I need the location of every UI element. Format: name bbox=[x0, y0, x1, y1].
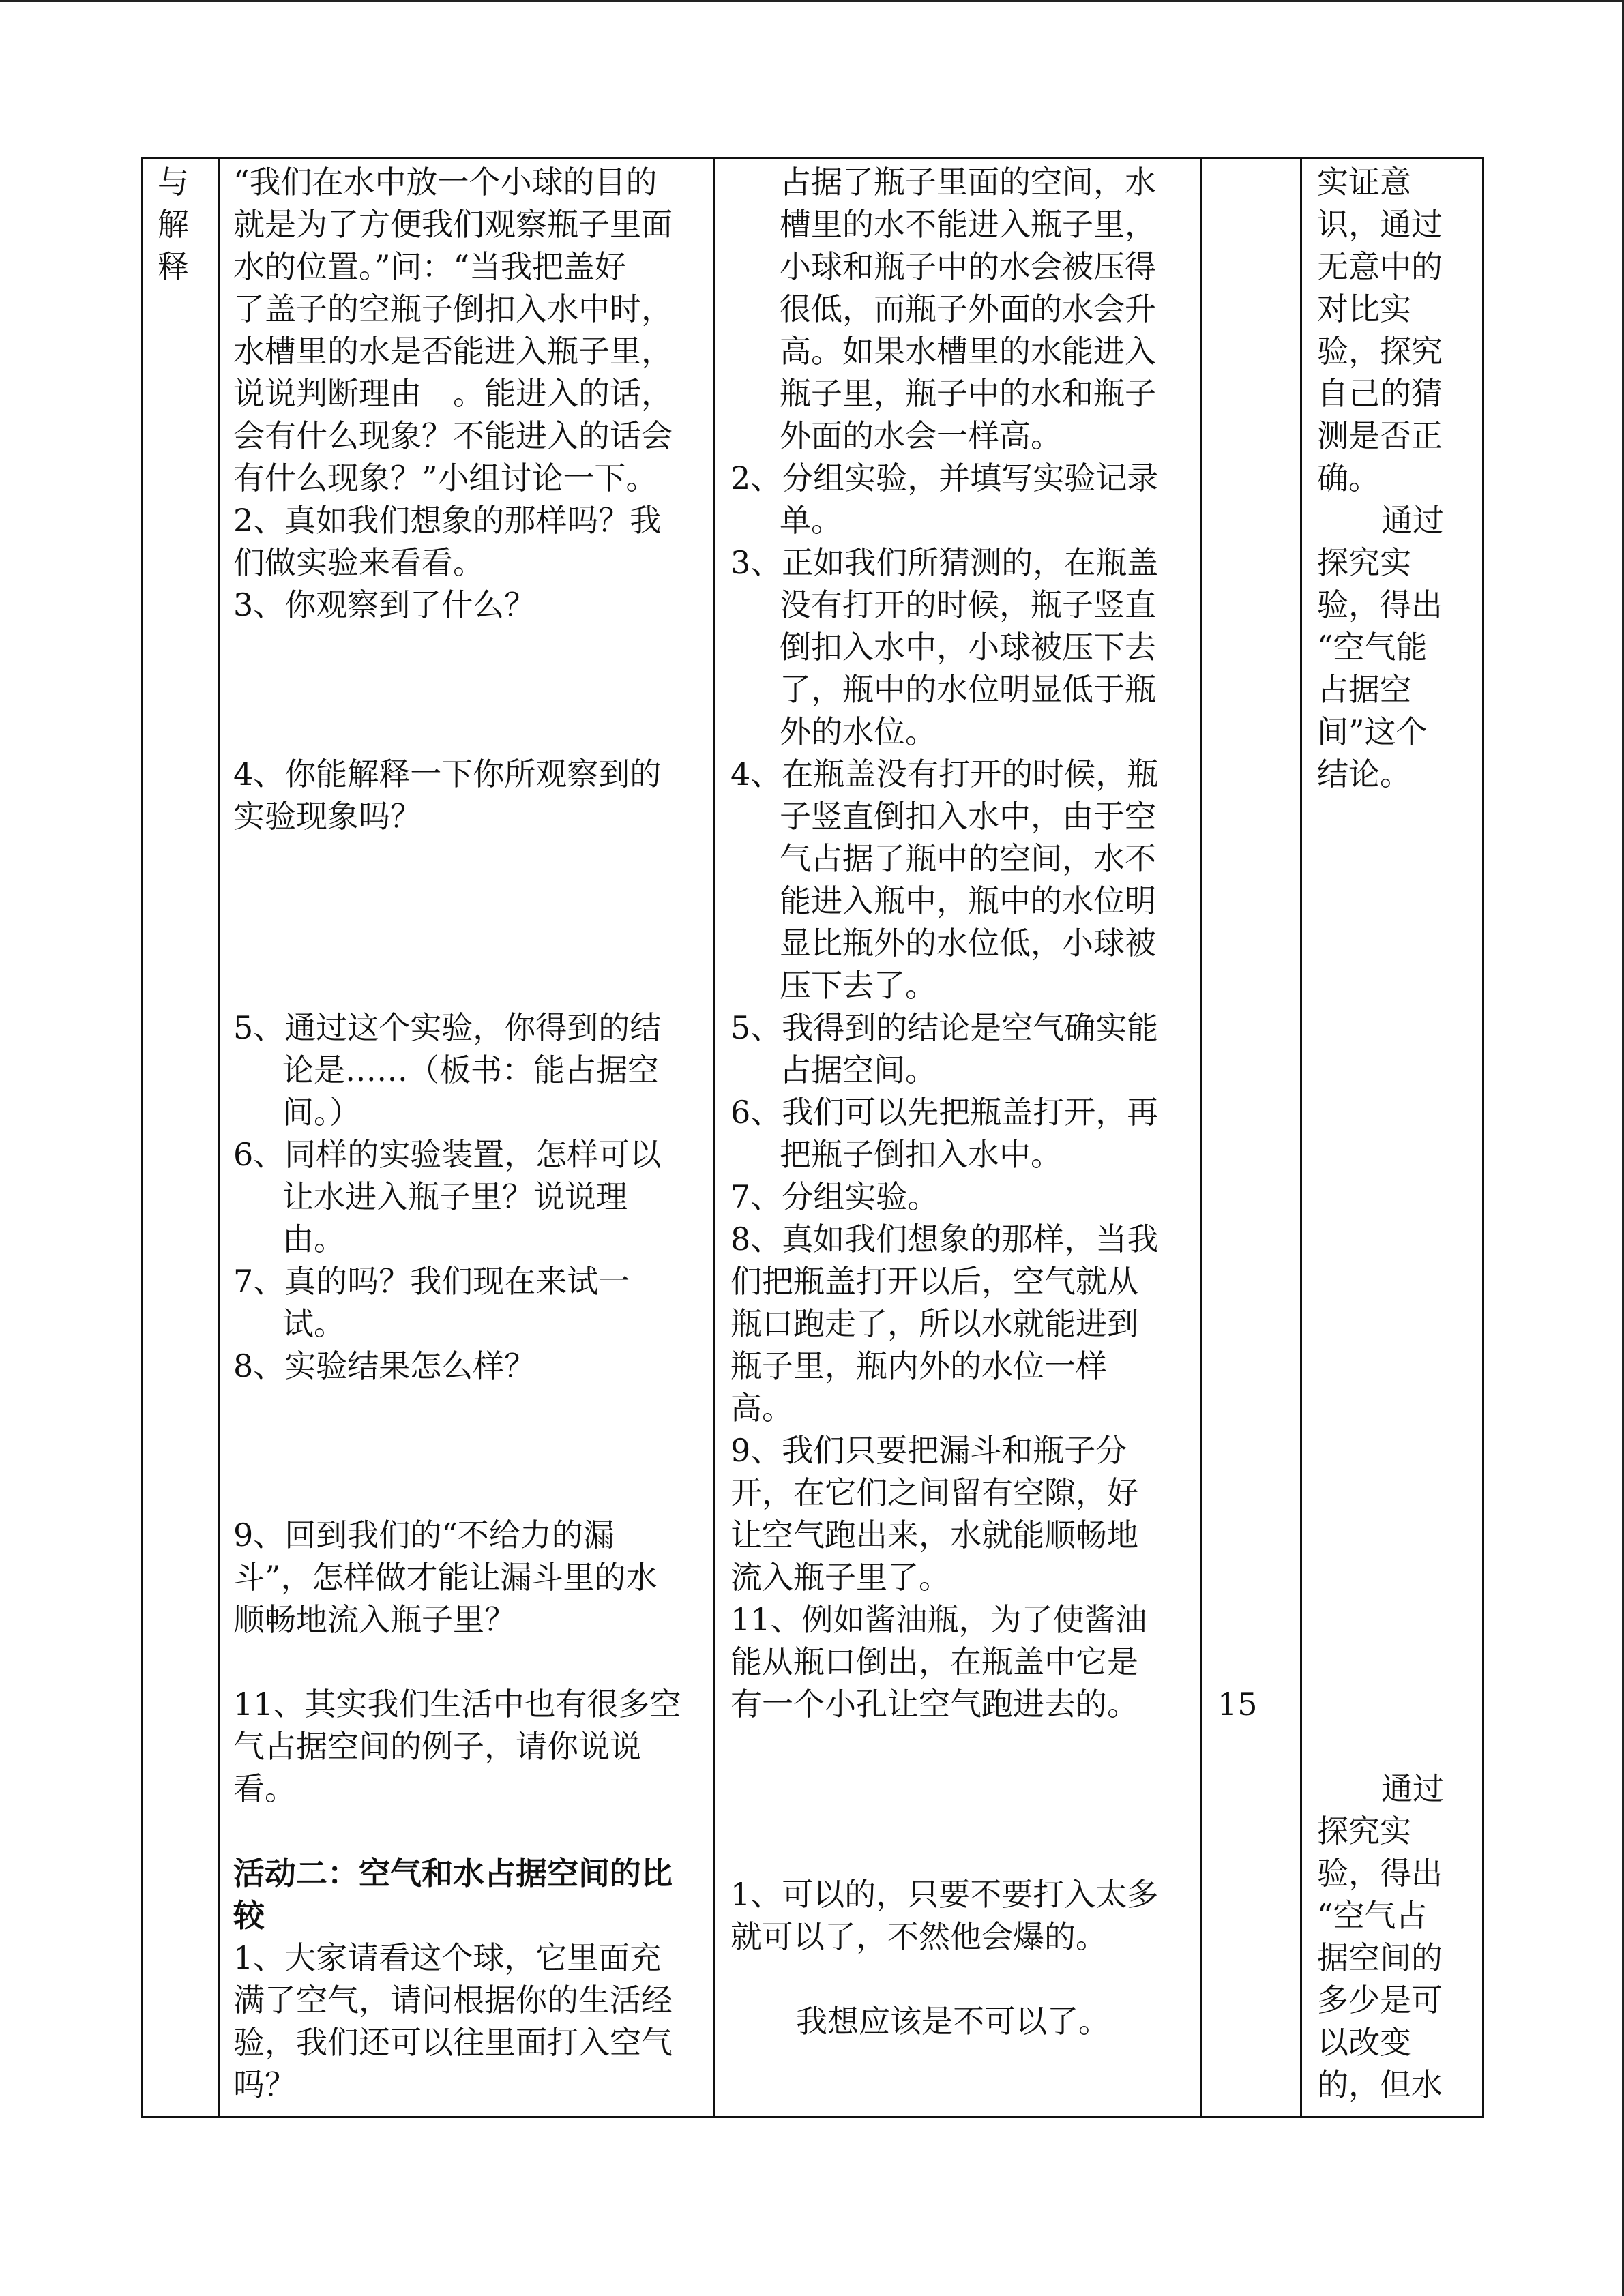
section-label-line: 释 bbox=[158, 248, 189, 285]
student-text-line: 外的水位。 bbox=[780, 713, 936, 750]
student-text-line: 没有打开的时候，瓶子竖直 bbox=[780, 586, 1156, 623]
teacher-text-line: 7、真的吗？我们现在来试一 bbox=[233, 1263, 630, 1300]
teacher-text-line: 顺畅地流入瓶子里？ bbox=[233, 1601, 516, 1638]
intent-text-line: 确。 bbox=[1317, 460, 1380, 496]
intent-text-line: 自己的猜 bbox=[1317, 375, 1443, 412]
teacher-text-line: 间。） bbox=[282, 1094, 361, 1131]
intent-text-line: “空气能 bbox=[1317, 629, 1428, 666]
intent-text-line: 通过 bbox=[1381, 1770, 1444, 1807]
student-text-line: 就可以了，不然他会爆的。 bbox=[730, 1918, 1107, 1955]
student-text-line: 了，瓶中的水位明显低于瓶 bbox=[780, 671, 1156, 708]
teacher-text-line: 论是……（板书：能占据空 bbox=[282, 1052, 659, 1088]
section-label-line: 解 bbox=[158, 206, 189, 243]
table-column-student bbox=[713, 159, 1200, 2116]
teacher-text-line: 1、大家请看这个球，它里面充 bbox=[233, 1939, 662, 1976]
intent-text-line: 的，但水 bbox=[1317, 2066, 1443, 2103]
student-text-line: 2、分组实验，并填写实验记录 bbox=[730, 460, 1159, 496]
teacher-text-line: 4、你能解释一下你所观察到的 bbox=[233, 756, 662, 792]
teacher-text-line: 试。 bbox=[282, 1305, 345, 1342]
student-text-line: 单。 bbox=[780, 502, 842, 539]
activity-two-heading: 活动二：空气和水占据空间的比 bbox=[233, 1855, 673, 1892]
teacher-text-line: 斗”，怎样做才能让漏斗里的水 bbox=[233, 1559, 658, 1596]
intent-text-line: 探究实 bbox=[1317, 544, 1411, 581]
teacher-text-line: 水槽里的水是否能进入瓶子里， bbox=[233, 333, 673, 370]
student-text-line: 7、分组实验。 bbox=[730, 1178, 939, 1215]
intent-text-line: 探究实 bbox=[1317, 1813, 1411, 1849]
student-text-line: 高。 bbox=[730, 1390, 793, 1427]
table-right-border bbox=[1482, 157, 1484, 2118]
student-text-line: 4、在瓶盖没有打开的时候，瓶 bbox=[730, 756, 1159, 792]
intent-text-line: 间”这个 bbox=[1317, 713, 1428, 750]
teacher-text-line: 们做实验来看看。 bbox=[233, 544, 484, 581]
student-text-line: 占据了瓶子里面的空间，水 bbox=[780, 164, 1156, 200]
teacher-text-line: 满了空气，请问根据你的生活经 bbox=[233, 1982, 673, 2018]
student-text-line: 能从瓶口倒出，在瓶盖中它是 bbox=[730, 1643, 1138, 1680]
intent-text-line: 无意中的 bbox=[1317, 248, 1443, 285]
table-column-section bbox=[141, 159, 218, 2116]
student-text-line: 能进入瓶中，瓶中的水位明 bbox=[780, 882, 1156, 919]
student-text-line: 8、真如我们想象的那样，当我 bbox=[730, 1221, 1159, 1257]
student-text-line: 有一个小孔让空气跑进去的。 bbox=[730, 1686, 1138, 1723]
intent-text-line: 多少是可 bbox=[1317, 1982, 1443, 2018]
teacher-text-line: 水的位置。”问：“当我把盖好 bbox=[233, 248, 627, 285]
teacher-text-line: 说说判断理由 。能进入的话， bbox=[233, 375, 673, 412]
student-text-line: 1、可以的，只要不要打入太多 bbox=[730, 1876, 1159, 1913]
intent-text-line: 识，通过 bbox=[1317, 206, 1443, 243]
table-column-intent bbox=[1300, 159, 1482, 2116]
intent-text-line: 验，得出 bbox=[1317, 1855, 1443, 1892]
intent-text-line: 占据空 bbox=[1317, 671, 1411, 708]
student-text-line: 压下去了。 bbox=[780, 967, 936, 1004]
student-text-line: 6、我们可以先把瓶盖打开，再 bbox=[730, 1094, 1159, 1131]
activity-two-heading: 较 bbox=[233, 1897, 265, 1934]
student-text-line: 外面的水会一样高。 bbox=[780, 417, 1062, 454]
intent-text-line: 以改变 bbox=[1317, 2024, 1411, 2061]
student-text-line: 们把瓶盖打开以后，空气就从 bbox=[730, 1263, 1138, 1300]
intent-text-line: 通过 bbox=[1381, 502, 1444, 539]
student-text-line: 气占据了瓶中的空间，水不 bbox=[780, 840, 1156, 877]
intent-text-line: 验，探究 bbox=[1317, 333, 1443, 370]
student-text-line: 3、正如我们所猜测的，在瓶盖 bbox=[730, 544, 1159, 581]
intent-text-line: 实证意 bbox=[1317, 164, 1411, 200]
teacher-text-line: 实验现象吗？ bbox=[233, 798, 422, 835]
student-text-line: 槽里的水不能进入瓶子里， bbox=[780, 206, 1156, 243]
intent-text-line: 验，得出 bbox=[1317, 586, 1443, 623]
student-text-line: 瓶子里，瓶子中的水和瓶子 bbox=[780, 375, 1156, 412]
teacher-text-line: 由。 bbox=[282, 1221, 345, 1257]
intent-text-line: 测是否正 bbox=[1317, 417, 1443, 454]
student-text-line: 占据空间。 bbox=[780, 1052, 936, 1088]
teacher-text-line: 看。 bbox=[233, 1770, 296, 1807]
intent-text-line: 据空间的 bbox=[1317, 1939, 1443, 1976]
section-label-line: 与 bbox=[158, 164, 189, 200]
student-text-line: 让空气跑出来，水就能顺畅地 bbox=[730, 1517, 1138, 1553]
table-bottom-border bbox=[141, 2116, 1484, 2118]
teacher-text-line: 6、同样的实验装置，怎样可以 bbox=[233, 1136, 662, 1173]
time-minutes: 15 bbox=[1217, 1686, 1258, 1723]
table-column-time bbox=[1200, 159, 1300, 2116]
student-text-line: 流入瓶子里了。 bbox=[730, 1559, 950, 1596]
teacher-text-line: 验，我们还可以往里面打入空气 bbox=[233, 2024, 673, 2061]
teacher-text-line: “我们在水中放一个小球的目的 bbox=[233, 164, 658, 200]
student-text-line: 很低，而瓶子外面的水会升 bbox=[780, 290, 1156, 327]
teacher-text-line: 8、实验结果怎么样？ bbox=[233, 1347, 536, 1384]
intent-text-line: “空气占 bbox=[1317, 1897, 1428, 1934]
student-text-line: 9、我们只要把漏斗和瓶子分 bbox=[730, 1432, 1127, 1469]
teacher-text-line: 2、真如我们想象的那样吗？我 bbox=[233, 502, 662, 539]
teacher-text-line: 3、你观察到了什么？ bbox=[233, 586, 536, 623]
teacher-text-line: 气占据空间的例子，请你说说 bbox=[233, 1728, 641, 1765]
student-text-line: 11、例如酱油瓶，为了使酱油 bbox=[730, 1601, 1147, 1638]
teacher-text-line: 11、其实我们生活中也有很多空 bbox=[233, 1686, 681, 1723]
teacher-text-line: 让水进入瓶子里？说说理 bbox=[282, 1178, 628, 1215]
student-text-line: 我想应该是不可以了。 bbox=[796, 2003, 1110, 2040]
teacher-text-line: 吗？ bbox=[233, 2066, 296, 2103]
teacher-text-line: 就是为了方便我们观察瓶子里面 bbox=[233, 206, 673, 243]
teacher-text-line: 会有什么现象？不能进入的话会 bbox=[233, 417, 673, 454]
student-text-line: 小球和瓶子中的水会被压得 bbox=[780, 248, 1156, 285]
teacher-text-line: 9、回到我们的“不给力的漏 bbox=[233, 1517, 615, 1553]
student-text-line: 5、我得到的结论是空气确实能 bbox=[730, 1009, 1159, 1046]
student-text-line: 开，在它们之间留有空隙，好 bbox=[730, 1474, 1138, 1511]
student-text-line: 显比瓶外的水位低，小球被 bbox=[780, 925, 1156, 961]
table-column-teacher bbox=[218, 159, 713, 2116]
student-text-line: 高。如果水槽里的水能进入 bbox=[780, 333, 1156, 370]
student-text-line: 子竖直倒扣入水中，由于空 bbox=[780, 798, 1156, 835]
teacher-text-line: 有什么现象？”小组讨论一下。 bbox=[233, 460, 658, 496]
teacher-text-line: 了盖子的空瓶子倒扣入水中时， bbox=[233, 290, 673, 327]
student-text-line: 瓶口跑走了，所以水就能进到 bbox=[730, 1305, 1138, 1342]
intent-text-line: 对比实 bbox=[1317, 290, 1411, 327]
teacher-text-line: 5、通过这个实验，你得到的结 bbox=[233, 1009, 662, 1046]
intent-text-line: 结论。 bbox=[1317, 756, 1411, 792]
student-text-line: 倒扣入水中，小球被压下去 bbox=[780, 629, 1156, 666]
student-text-line: 把瓶子倒扣入水中。 bbox=[780, 1136, 1062, 1173]
student-text-line: 瓶子里，瓶内外的水位一样 bbox=[730, 1347, 1107, 1384]
